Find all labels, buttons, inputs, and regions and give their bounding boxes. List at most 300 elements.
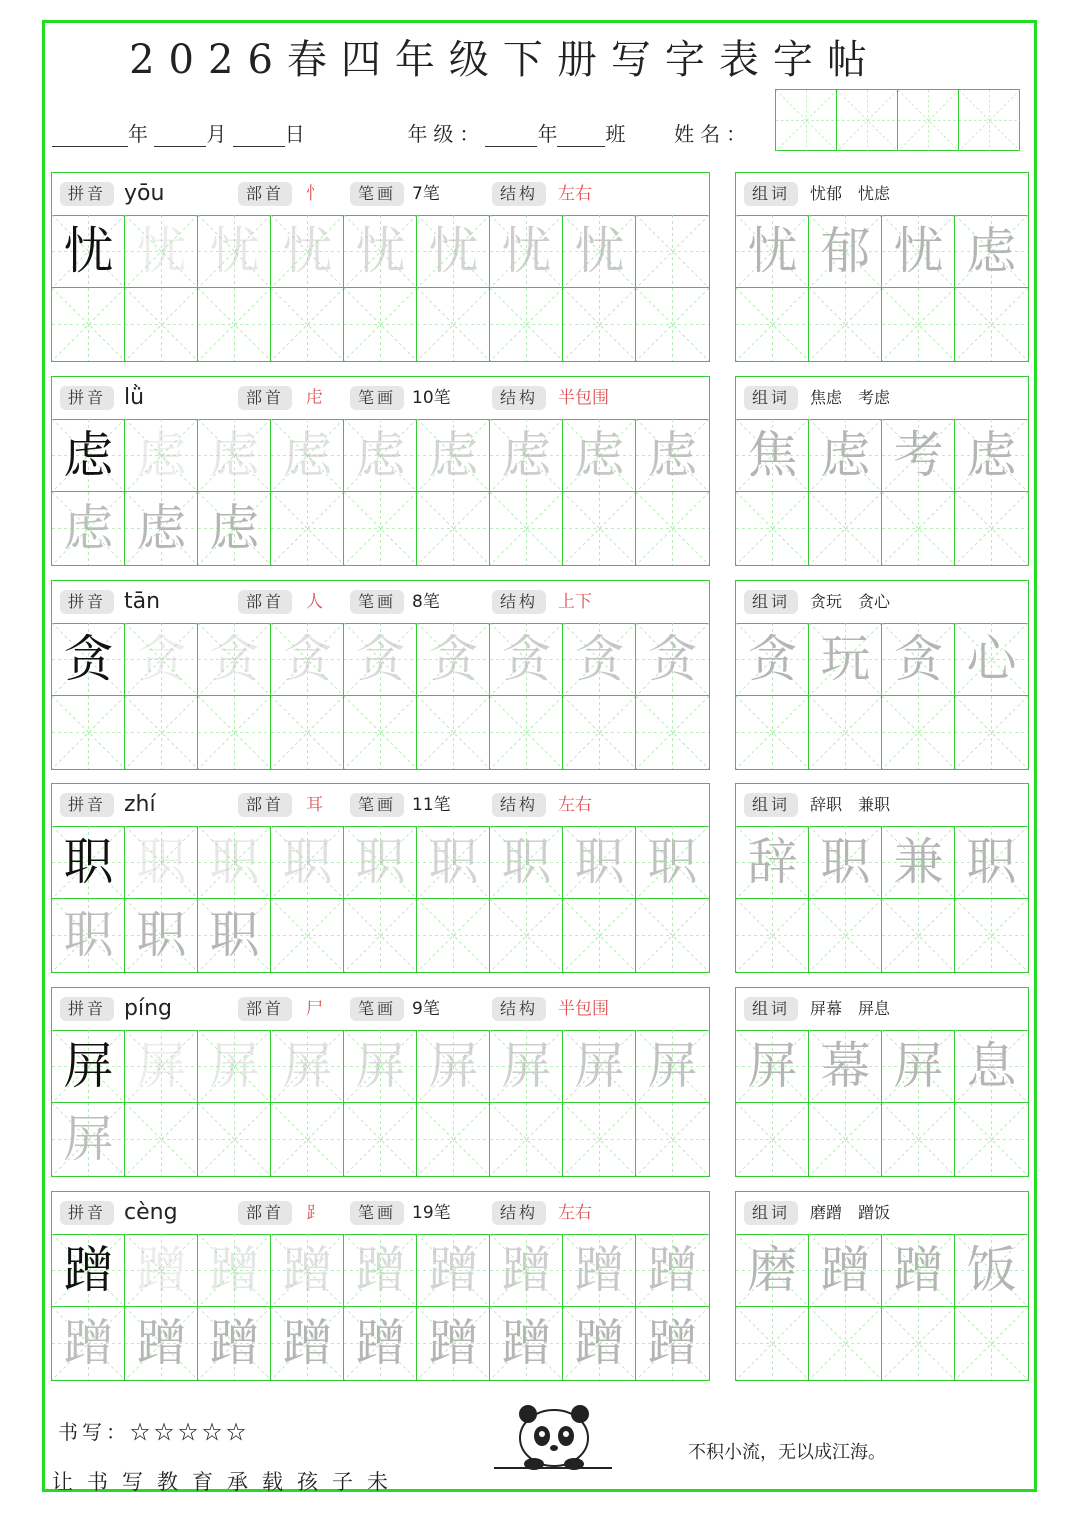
practice-cell[interactable] [125,1234,198,1307]
practice-cell[interactable] [563,899,636,972]
trace-character: 忧 [355,222,406,280]
model-character: 职 [63,833,114,891]
word-character: 职 [966,833,1017,891]
word-character: 贪 [893,630,944,688]
radical-value: 耳 [306,795,323,815]
word-cell[interactable] [736,623,809,696]
practice-cell[interactable] [198,288,271,361]
trace-character: 屏 [574,1037,625,1095]
practice-cell[interactable] [125,1103,198,1176]
trace-character: 虑 [647,426,698,484]
practice-cell[interactable] [198,215,271,288]
trace-character: 屏 [282,1037,333,1095]
practice-cell[interactable] [417,288,490,361]
word-character: 虑 [820,426,871,484]
practice-cell[interactable] [490,1103,563,1176]
name-grid[interactable] [776,89,1020,151]
trace-character: 蹭 [209,1241,260,1299]
word-cell[interactable] [882,826,955,899]
practice-cell[interactable] [563,1103,636,1176]
practice-cell[interactable] [198,419,271,492]
word-header [736,1192,1028,1235]
name-box[interactable] [897,89,959,151]
word-cell[interactable] [882,1307,955,1380]
practice-cell[interactable] [271,696,344,769]
word-cell[interactable] [736,492,809,565]
words-value: 焦虑 考虑 [810,388,891,407]
model-character: 贪 [63,630,114,688]
motto: 让书写教育承载孩子未 [52,1470,402,1494]
word-cell[interactable] [882,1103,955,1176]
grade-blank[interactable] [485,126,537,147]
practice-cell[interactable] [490,492,563,565]
practice-cell[interactable] [52,492,125,565]
practice-cell[interactable] [271,1030,344,1103]
word-cell[interactable] [809,899,882,972]
practice-cell[interactable] [417,1103,490,1176]
strokes-tag: 笔画 [350,1201,404,1225]
practice-cell[interactable] [344,1030,417,1103]
practice-cell[interactable] [344,826,417,899]
pinyin-value: zhí [124,792,156,817]
practice-cell[interactable] [198,492,271,565]
practice-cell[interactable] [198,623,271,696]
trace-character: 蹭 [355,1241,406,1299]
practice-cell[interactable] [125,288,198,361]
pinyin-tag: 拼音 [60,793,114,817]
word-cell[interactable] [809,288,882,361]
word-cell[interactable] [736,899,809,972]
model-character: 屏 [63,1037,114,1095]
char-header [52,784,709,827]
words-tag: 组词 [744,386,798,410]
trace-character: 贪 [282,630,333,688]
trace-character: 蹭 [428,1314,479,1372]
trace-character: 虑 [63,499,114,557]
structure-tag: 结构 [492,386,546,410]
practice-cell[interactable] [417,826,490,899]
practice-cell[interactable] [125,826,198,899]
practice-cell[interactable] [198,696,271,769]
name-box[interactable] [775,89,837,151]
practice-cell[interactable] [125,899,198,972]
trace-character: 职 [574,833,625,891]
trace-character: 职 [355,833,406,891]
trace-character: 蹭 [647,1241,698,1299]
trace-character: 蹭 [282,1314,333,1372]
practice-cell[interactable] [198,899,271,972]
radical-tag: 部首 [238,590,292,614]
practice-cell[interactable] [271,826,344,899]
strokes-tag: 笔画 [350,590,404,614]
trace-character: 虑 [355,426,406,484]
practice-cell[interactable] [271,623,344,696]
practice-cell[interactable] [344,215,417,288]
trace-character: 职 [501,833,552,891]
trace-character: 虑 [428,426,479,484]
char-header [52,988,709,1031]
practice-cell[interactable] [490,696,563,769]
pinyin-tag: 拼音 [60,590,114,614]
practice-cell[interactable] [417,492,490,565]
word-character: 忧 [747,222,798,280]
word-character: 息 [966,1037,1017,1095]
day-blank[interactable] [233,126,285,147]
char-header [52,581,709,624]
word-character: 辞 [747,833,798,891]
trace-character: 忧 [428,222,479,280]
practice-cell[interactable] [417,1234,490,1307]
practice-cell[interactable] [52,1103,125,1176]
practice-cell[interactable] [271,492,344,565]
practice-cell[interactable] [563,826,636,899]
practice-cell[interactable] [563,1234,636,1307]
practice-cell[interactable] [125,1030,198,1103]
practice-cell[interactable] [636,288,709,361]
word-cell[interactable] [809,1234,882,1307]
practice-cell[interactable] [563,215,636,288]
word-cell[interactable] [955,492,1028,565]
word-character: 虑 [966,426,1017,484]
practice-cell[interactable] [52,1030,125,1103]
practice-cell[interactable] [344,492,417,565]
practice-cell[interactable] [636,1307,709,1380]
word-header [736,988,1028,1031]
practice-cell[interactable] [490,1030,563,1103]
word-header [736,173,1028,216]
practice-cell[interactable] [636,623,709,696]
trace-character: 贪 [209,630,260,688]
trace-character: 蹭 [574,1241,625,1299]
word-character: 虑 [966,222,1017,280]
practice-cell[interactable] [198,1234,271,1307]
day-label: 日 [284,122,305,146]
trace-character: 职 [209,833,260,891]
word-header [736,377,1028,420]
trace-character: 忧 [501,222,552,280]
strokes-tag: 笔画 [350,182,404,206]
word-character: 玩 [820,630,871,688]
trace-character: 贪 [428,630,479,688]
practice-cell[interactable] [52,215,125,288]
word-cell[interactable] [809,419,882,492]
word-cell[interactable] [955,419,1028,492]
month-blank[interactable] [154,126,206,147]
word-cell[interactable] [809,1030,882,1103]
words-tag: 组词 [744,793,798,817]
word-panel [735,987,1029,1177]
structure-tag: 结构 [492,997,546,1021]
trace-character: 蹭 [574,1314,625,1372]
practice-cell[interactable] [490,899,563,972]
word-cell[interactable] [882,419,955,492]
pinyin-tag: 拼音 [60,997,114,1021]
word-header [736,784,1028,827]
practice-cell[interactable] [563,623,636,696]
practice-cell[interactable] [344,623,417,696]
structure-value: 半包围 [558,388,609,408]
practice-cell[interactable] [563,492,636,565]
char-header [52,173,709,216]
words-value: 辞职 兼职 [810,795,891,814]
word-header [736,581,1028,624]
practice-cell[interactable] [344,1103,417,1176]
model-character: 蹭 [63,1241,114,1299]
word-character: 磨 [747,1241,798,1299]
class-label: 班 [605,122,626,146]
practice-cell[interactable] [125,492,198,565]
word-cell[interactable] [809,1307,882,1380]
trace-character: 职 [209,906,260,964]
strokes-value: 9笔 [412,999,440,1019]
radical-value: ⻊ [306,1203,323,1223]
practice-cell[interactable] [198,1030,271,1103]
word-cell[interactable] [955,826,1028,899]
strokes-value: 19笔 [412,1203,451,1223]
practice-cell[interactable] [636,1103,709,1176]
practice-cell[interactable] [490,419,563,492]
grade-label: 年级： [407,122,486,146]
word-cell[interactable] [736,419,809,492]
trace-character: 蹭 [136,1241,187,1299]
practice-cell[interactable] [271,215,344,288]
radical-tag: 部首 [238,182,292,206]
practice-cell[interactable] [52,1307,125,1380]
word-character: 屏 [747,1037,798,1095]
word-cell[interactable] [736,696,809,769]
word-cell[interactable] [809,492,882,565]
radical-tag: 部首 [238,386,292,410]
word-cell[interactable] [736,288,809,361]
trace-character: 虑 [136,499,187,557]
practice-cell[interactable] [563,696,636,769]
practice-cell[interactable] [198,1103,271,1176]
word-cell[interactable] [955,696,1028,769]
name-box[interactable] [836,89,898,151]
word-cell[interactable] [955,1307,1028,1380]
pinyin-value: yōu [124,181,165,206]
practice-cell[interactable] [490,826,563,899]
word-character: 心 [966,630,1017,688]
practice-cell[interactable] [344,1234,417,1307]
word-cell[interactable] [955,215,1028,288]
trace-character: 职 [136,906,187,964]
radical-tag: 部首 [238,997,292,1021]
word-character: 兼 [893,833,944,891]
practice-cell[interactable] [271,288,344,361]
trace-character: 贪 [136,630,187,688]
practice-cell[interactable] [563,1030,636,1103]
trace-character: 蹭 [501,1241,552,1299]
practice-cell[interactable] [490,215,563,288]
strokes-value: 8笔 [412,592,440,612]
structure-tag: 结构 [492,590,546,614]
word-cell[interactable] [736,1234,809,1307]
practice-cell[interactable] [125,419,198,492]
practice-cell[interactable] [636,1234,709,1307]
word-cell[interactable] [955,1103,1028,1176]
word-cell[interactable] [809,826,882,899]
trace-character: 虑 [501,426,552,484]
structure-tag: 结构 [492,793,546,817]
practice-cell[interactable] [52,826,125,899]
practice-cell[interactable] [563,1307,636,1380]
practice-cell[interactable] [417,215,490,288]
practice-cell[interactable] [563,288,636,361]
practice-cell[interactable] [198,826,271,899]
trace-character: 蹭 [209,1314,260,1372]
word-cell[interactable] [736,215,809,288]
practice-cell[interactable] [52,419,125,492]
trace-character: 忧 [282,222,333,280]
word-character: 蹭 [820,1241,871,1299]
rating[interactable]: 书写：☆☆☆☆☆ [58,1420,250,1444]
word-cell[interactable] [955,288,1028,361]
word-cell[interactable] [882,623,955,696]
practice-cell[interactable] [52,696,125,769]
practice-cell[interactable] [636,696,709,769]
structure-value: 左右 [558,184,592,204]
practice-cell[interactable] [125,696,198,769]
word-cell[interactable] [736,1030,809,1103]
word-cell[interactable] [736,1103,809,1176]
practice-cell[interactable] [125,1307,198,1380]
year-label: 年 [128,122,148,146]
radical-tag: 部首 [238,1201,292,1225]
trace-character: 蹭 [647,1314,698,1372]
strokes-value: 7笔 [412,184,440,204]
word-cell[interactable] [882,492,955,565]
trace-character: 屏 [501,1037,552,1095]
practice-cell[interactable] [417,899,490,972]
year-blank[interactable] [52,126,128,147]
words-value: 磨蹭 蹭饭 [810,1203,891,1222]
trace-character: 贪 [355,630,406,688]
grade-year-label: 年 [537,122,558,146]
practice-cell[interactable] [417,696,490,769]
word-character: 郁 [820,222,871,280]
structure-tag: 结构 [492,1201,546,1225]
quote: 不积小流，无以成江海。 [688,1442,886,1463]
word-cell[interactable] [882,215,955,288]
trace-character: 屏 [209,1037,260,1095]
strokes-value: 11笔 [412,795,451,815]
practice-cell[interactable] [198,1307,271,1380]
practice-cell[interactable] [125,215,198,288]
trace-character: 蹭 [136,1314,187,1372]
name-box[interactable] [958,89,1020,151]
trace-character: 蹭 [355,1314,406,1372]
word-cell[interactable] [882,1030,955,1103]
word-cell[interactable] [809,696,882,769]
trace-character: 虑 [209,426,260,484]
practice-cell[interactable] [344,899,417,972]
word-character: 职 [820,833,871,891]
practice-cell[interactable] [563,419,636,492]
word-cell[interactable] [882,1234,955,1307]
radical-value: 忄 [306,184,323,204]
word-cell[interactable] [736,1307,809,1380]
practice-cell[interactable] [636,899,709,972]
practice-cell[interactable] [417,419,490,492]
practice-cell[interactable] [52,899,125,972]
practice-cell[interactable] [271,1234,344,1307]
practice-cell[interactable] [271,419,344,492]
practice-cell[interactable] [271,1307,344,1380]
word-character: 考 [893,426,944,484]
practice-cell[interactable] [344,288,417,361]
practice-cell[interactable] [490,1307,563,1380]
name-label: 姓名： [674,122,753,146]
practice-cell[interactable] [636,492,709,565]
practice-cell[interactable] [636,826,709,899]
words-value: 忧郁 忧虑 [810,184,891,203]
practice-cell[interactable] [125,623,198,696]
word-character: 贪 [747,630,798,688]
practice-cell[interactable] [271,1103,344,1176]
char-header [52,1192,709,1235]
practice-cell[interactable] [52,288,125,361]
word-cell[interactable] [955,1030,1028,1103]
practice-cell[interactable] [490,623,563,696]
class-blank[interactable] [557,126,605,147]
trace-character: 屏 [428,1037,479,1095]
practice-cell[interactable] [490,1234,563,1307]
pinyin-tag: 拼音 [60,386,114,410]
radical-tag: 部首 [238,793,292,817]
strokes-tag: 笔画 [350,386,404,410]
word-cell[interactable] [809,1103,882,1176]
word-cell[interactable] [882,288,955,361]
pinyin-value: cèng [124,1200,178,1225]
char-panel [51,1191,710,1381]
trace-character: 贪 [574,630,625,688]
strokes-tag: 笔画 [350,793,404,817]
word-cell[interactable] [809,215,882,288]
trace-character: 虑 [574,426,625,484]
practice-cell[interactable] [417,623,490,696]
word-cell[interactable] [882,696,955,769]
word-cell[interactable] [736,826,809,899]
practice-cell[interactable] [52,623,125,696]
practice-cell[interactable] [417,1030,490,1103]
practice-cell[interactable] [636,419,709,492]
practice-cell[interactable] [636,1030,709,1103]
word-panel [735,580,1029,770]
practice-cell[interactable] [417,1307,490,1380]
word-cell[interactable] [955,899,1028,972]
trace-character: 虑 [209,499,260,557]
char-panel [51,376,710,566]
word-cell[interactable] [809,623,882,696]
word-character: 忧 [893,222,944,280]
trace-character: 忧 [136,222,187,280]
practice-cell[interactable] [52,1234,125,1307]
trace-character: 职 [282,833,333,891]
practice-cell[interactable] [636,215,709,288]
words-tag: 组词 [744,182,798,206]
word-cell[interactable] [955,1234,1028,1307]
practice-cell[interactable] [490,288,563,361]
word-cell[interactable] [955,623,1028,696]
word-cell[interactable] [882,899,955,972]
practice-cell[interactable] [271,899,344,972]
practice-cell[interactable] [344,696,417,769]
practice-cell[interactable] [344,1307,417,1380]
practice-cell[interactable] [344,419,417,492]
words-tag: 组词 [744,590,798,614]
structure-value: 上下 [558,592,592,612]
